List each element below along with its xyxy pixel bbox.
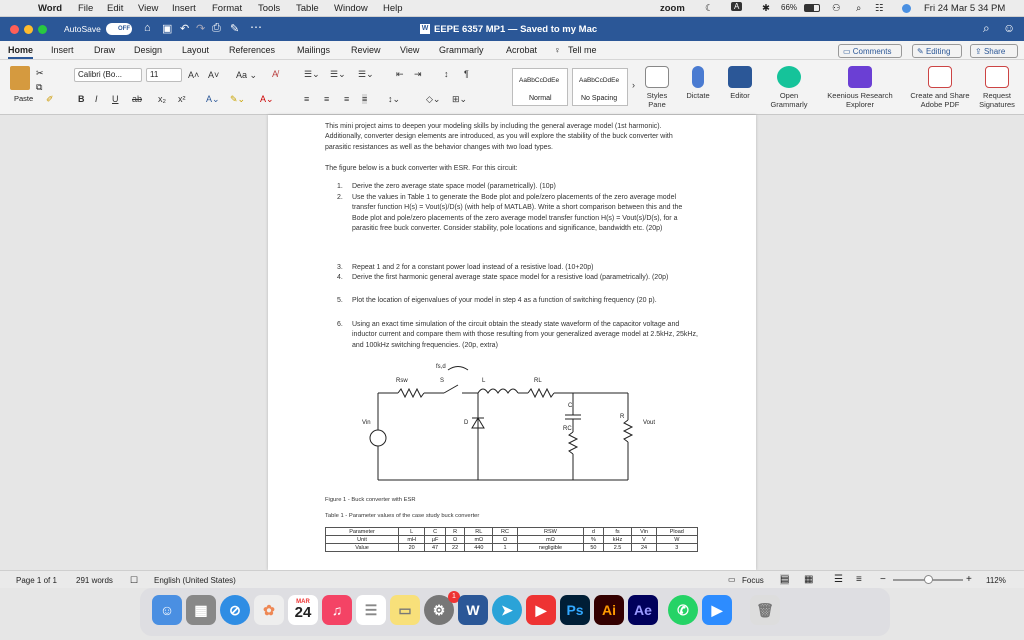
editing-button[interactable] (912, 44, 962, 58)
table-row (326, 544, 698, 552)
focus-icon[interactable]: ▭ (728, 575, 736, 584)
cut-icon[interactable]: ✂ (36, 68, 44, 78)
zoom-in-icon[interactable]: + (966, 574, 972, 585)
subscript-icon[interactable]: x₂ (158, 94, 166, 104)
notes-icon[interactable]: ▭ (390, 595, 420, 625)
styles-pane-button[interactable] (642, 66, 672, 109)
page-count[interactable]: Page 1 of 1 (16, 576, 57, 585)
word-count[interactable]: 291 words (76, 576, 113, 585)
buck-converter-circuit (358, 360, 678, 485)
share-icon: ⇪ (975, 47, 984, 56)
zoom-menu-extra[interactable]: zoom (660, 3, 685, 14)
after-effects-icon[interactable]: Ae (628, 595, 658, 625)
format-painter-icon[interactable]: ✐ (46, 94, 54, 104)
switch-arrow (448, 367, 468, 371)
siri-icon[interactable] (902, 4, 911, 13)
menu-view[interactable]: View (138, 3, 159, 14)
print-icon[interactable]: ⎙ (212, 22, 221, 34)
font-color-icon[interactable]: A⌄ (260, 94, 274, 104)
table-cell: Vin (632, 528, 656, 536)
zoom-level[interactable]: 112% (986, 576, 1006, 585)
parameter-table (325, 527, 698, 552)
tab-insert[interactable]: Insert (51, 45, 74, 55)
pencil-icon: ✎ (917, 47, 926, 56)
figure-caption: Figure 1 - Buck converter with ESR (325, 497, 416, 503)
table-cell: 50 (584, 544, 604, 552)
open-grammarly-button[interactable] (768, 66, 810, 109)
menu-help[interactable]: Help (383, 3, 403, 14)
strikethrough-icon[interactable]: ab (132, 94, 143, 104)
illustrator-icon[interactable]: Ai (594, 595, 624, 625)
list-item: 6. Using an exact time simulation of the circuit obtain the steady state waveform of the capacitor voltage and inductor current and compare them with those resulting from your generalized average model at 2.5kHz, 25kHz, and 100kHz switching frequencies. (20p, extra) (337, 321, 698, 349)
zoom-out-icon[interactable]: − (880, 574, 886, 585)
superscript-icon[interactable]: x² (178, 94, 186, 104)
calendar-day: 24 (294, 604, 312, 621)
bullets-icon[interactable]: ☰⌄ (304, 69, 320, 79)
table-cell: Pload (656, 528, 697, 536)
notification-badge: 1 (448, 591, 460, 603)
borders-icon[interactable]: ⊞⌄ (452, 94, 468, 104)
document-page[interactable] (268, 115, 756, 570)
table-cell: negligible (517, 544, 583, 552)
table-cell: R (445, 528, 465, 536)
reminders-icon[interactable]: ☰ (356, 595, 386, 625)
align-right-icon[interactable]: ≡ (344, 94, 350, 104)
table-cell: d (584, 528, 604, 536)
photoshop-icon[interactable]: Ps (560, 595, 590, 625)
align-center-icon[interactable]: ≡ (324, 94, 330, 104)
tab-mailings[interactable]: Mailings (297, 45, 331, 55)
text-effects-icon[interactable]: A⌄ (206, 94, 220, 104)
menu-edit[interactable]: Edit (107, 3, 124, 14)
load-label: R (620, 414, 625, 420)
editing-label: Editing (925, 47, 951, 56)
pdf-icon (928, 66, 952, 88)
edit-icon[interactable]: ✎ (230, 23, 240, 35)
rl-resistor (528, 389, 554, 397)
line-spacing-icon[interactable]: ↕⌄ (388, 94, 401, 104)
align-left-icon[interactable]: ≡ (304, 94, 310, 104)
table-row (326, 536, 698, 544)
menu-file[interactable]: File (78, 3, 94, 14)
macos-dock (140, 588, 890, 636)
menu-insert[interactable]: Insert (172, 3, 196, 14)
undo-icon[interactable]: ↶ (180, 23, 190, 35)
shrink-font-icon[interactable]: A˅ (208, 70, 220, 80)
style-no-spacing-label: No Spacing (581, 95, 618, 102)
keenious-label: Keenious Research Explorer (827, 91, 893, 109)
rc-label: RC (563, 426, 572, 432)
table-cell: fs (603, 528, 632, 536)
table-cell: 1 (493, 544, 518, 552)
styles-pane-icon (645, 66, 669, 88)
spotlight-icon[interactable]: ⌕ (856, 3, 862, 14)
launchpad-icon[interactable]: ▦ (186, 595, 216, 625)
style-no-spacing[interactable] (572, 68, 628, 106)
word-titlebar (0, 17, 1024, 41)
intro-paragraph: This mini project aims to deepen your modeling skills by including the general average model (1st harmonic). Additionally, converter design elements are introduced, as you will explore the stability of the buck converter with parasitic resistances as well as the behavior changes with two load types. (325, 123, 673, 151)
keenious-icon (848, 66, 872, 88)
table-row (326, 528, 698, 536)
menu-extra-icon[interactable]: ☷ (875, 3, 884, 14)
increase-indent-icon[interactable]: ⇥ (414, 69, 422, 79)
copy-icon[interactable]: ⧉ (36, 82, 43, 92)
style-normal-preview: AaBbCcDdEe (519, 77, 560, 84)
tab-draw[interactable]: Draw (94, 45, 116, 55)
list-item: 2. Use the values in Table 1 to generate the Bode plot and pole/zero placements of the zero average model transfer function H(s) = Vout(s)/D(s) (with help of MATLAB). Write a short comparison between this and the Bode plot and pole/zero placements of the zero average model transfer function H(s) = Vout(s)/D(s), for a parasitic free buck converter. Consider stability, pole locations and significance, bandwidth etc. (20p) (337, 194, 683, 233)
tab-acrobat[interactable]: Acrobat (506, 45, 538, 55)
numbering-icon[interactable]: ☰⌄ (330, 69, 346, 79)
list-item: 1. Derive the zero average state space model (parametrically). (10p) (337, 183, 556, 190)
font-size-select[interactable]: 11 (146, 68, 182, 82)
autosave-toggle[interactable]: OFF (106, 23, 132, 35)
table-cell: W (656, 536, 697, 544)
multilevel-list-icon[interactable]: ☰⌄ (358, 69, 374, 79)
clear-formatting-icon[interactable]: A̸ (272, 69, 279, 79)
table-cell: mH (399, 536, 425, 544)
table-cell: L (399, 528, 425, 536)
table-cell: µF (425, 536, 446, 544)
table-cell: 2.5 (603, 544, 632, 552)
focus-button[interactable]: Focus (742, 576, 764, 585)
paste-icon[interactable] (10, 66, 30, 90)
table-cell: 440 (465, 544, 493, 552)
justify-icon[interactable]: ≡ (362, 94, 368, 104)
lightbulb-icon: ♀ (554, 45, 561, 55)
draft-icon[interactable]: ≡ (856, 574, 862, 585)
zoom-app-icon[interactable]: ▶ (702, 595, 732, 625)
create-share-label: Create and Share Adobe PDF (910, 91, 970, 109)
ribbon-tabs (0, 41, 1024, 60)
create-share-pdf-button[interactable] (904, 66, 976, 109)
table-cell: 24 (632, 544, 656, 552)
search-icon[interactable]: ⌕ (983, 21, 990, 35)
trash-icon[interactable]: 🗑 (750, 595, 780, 625)
table-cell: 20 (399, 544, 425, 552)
switch-s (444, 385, 458, 393)
calendar-icon[interactable] (288, 595, 318, 625)
comments-button[interactable] (838, 44, 902, 58)
outline-icon[interactable]: ☰ (834, 574, 843, 585)
tab-design[interactable]: Design (134, 45, 163, 55)
telegram-icon[interactable]: ➤ (492, 595, 522, 625)
dictate-label: Dictate (686, 91, 710, 100)
list-item: 5. Plot the location of eigenvalues of your model in step 4 as a function of switching frequency (20 p). (337, 297, 657, 304)
music-icon[interactable]: ♫ (322, 595, 352, 625)
ribbon-home (0, 60, 1024, 115)
table-cell: RSW (517, 528, 583, 536)
grammarly-icon (777, 66, 801, 88)
close-window-button[interactable] (10, 25, 19, 34)
editor-button[interactable] (724, 66, 756, 100)
table-cell: RL (465, 528, 493, 536)
table-cell: V (632, 536, 656, 544)
styles-scroll-icon[interactable]: › (632, 80, 635, 90)
battery-percent: 66% (781, 3, 798, 12)
autosave-label: AutoSave (64, 24, 101, 34)
redo-icon[interactable]: ↷ (196, 23, 206, 35)
finder-icon[interactable]: ☺ (152, 595, 182, 625)
tab-layout[interactable]: Layout (182, 45, 210, 55)
zoom-slider-handle[interactable] (924, 575, 933, 584)
safari-icon[interactable]: ⊘ (220, 595, 250, 625)
table-cell: Value (326, 544, 399, 552)
table-cell: Ω (493, 536, 518, 544)
battery-icon[interactable] (804, 4, 820, 12)
menu-format[interactable]: Format (212, 3, 243, 14)
tab-view[interactable]: View (400, 45, 420, 55)
word-icon[interactable]: W (458, 595, 488, 625)
menu-window[interactable]: Window (334, 3, 368, 14)
whatsapp-icon[interactable]: ✆ (668, 595, 698, 625)
bluetooth-icon[interactable]: ✱ (762, 3, 770, 14)
comment-icon: ▭ (843, 47, 853, 56)
list-item: 4. Derive the first harmonic general average state space model for a resistive load (parametrically). (20p) (337, 274, 669, 281)
control-center-icon[interactable]: ⚇ (832, 3, 841, 14)
app-menu[interactable]: Word (38, 3, 63, 14)
more-commands-icon[interactable]: ⋯ (250, 20, 262, 34)
table-cell: Unit (326, 536, 399, 544)
fs-label: fs,d (436, 364, 446, 370)
minimize-window-button[interactable] (24, 25, 33, 34)
macos-menubar (0, 0, 1024, 17)
highlight-icon[interactable]: ✎⌄ (230, 94, 246, 104)
table-cell: % (584, 536, 604, 544)
language[interactable]: English (United States) (154, 576, 236, 585)
table-cell: Ω (445, 536, 465, 544)
table-cell: RC (493, 528, 518, 536)
request-signatures-button[interactable] (974, 66, 1020, 109)
rl-label: RL (534, 378, 542, 384)
rc-resistor (569, 432, 577, 454)
keenious-button[interactable] (824, 66, 896, 109)
status-bar (0, 570, 1024, 588)
table-cell: C (425, 528, 446, 536)
document-title[interactable]: EEPE 6357 MP1 — Saved to my Mac (434, 24, 598, 35)
calendar-month: MAR (296, 599, 310, 605)
grammarly-label: Open Grammarly (770, 91, 808, 109)
list-item: 3. Repeat 1 and 2 for a constant power load instead of a resistive load. (10+20p) (337, 264, 594, 271)
system-settings-icon[interactable]: ⚙ (424, 595, 454, 625)
inductor-l (478, 389, 518, 393)
dictate-button[interactable] (682, 66, 714, 100)
tab-review[interactable]: Review (351, 45, 381, 55)
signature-icon (985, 66, 1009, 88)
tab-references[interactable]: References (229, 45, 276, 55)
request-signatures-label: Request Signatures (979, 91, 1015, 109)
table-caption: Table 1 - Parameter values of the case study buck converter (325, 513, 480, 519)
table-cell: Parameter (326, 528, 399, 536)
sort-icon[interactable]: ↕ (444, 69, 449, 79)
tell-me[interactable]: Tell me (568, 45, 597, 55)
save-icon[interactable]: ▣ (162, 23, 173, 35)
photos-icon[interactable]: ✿ (254, 595, 284, 625)
home-icon[interactable]: ⌂ (144, 22, 151, 34)
table-cell: 3 (656, 544, 697, 552)
moon-icon[interactable]: ☾ (705, 3, 714, 14)
style-normal-label: Normal (529, 95, 552, 102)
vin-label: Vin (362, 420, 371, 426)
switch-label: S (440, 378, 445, 384)
table-cell: mΩ (465, 536, 493, 544)
table-cell: mΩ (517, 536, 583, 544)
rsw-label: Rsw (396, 378, 408, 384)
figure-intro: The figure below is a buck converter with ESR. For this circuit: (325, 165, 518, 172)
menu-table[interactable]: Table (296, 3, 319, 14)
italic-icon[interactable]: I (95, 94, 98, 104)
print-layout-icon[interactable]: ▤ (780, 574, 790, 585)
acrobat-icon[interactable]: ▶ (526, 595, 556, 625)
style-no-spacing-preview: AaBbCcDdEe (579, 77, 620, 84)
table-cell: 22 (445, 544, 465, 552)
load-resistor (624, 420, 632, 442)
tab-home[interactable]: Home (8, 45, 33, 59)
diode-label: D (464, 420, 469, 426)
comments-label: Comments (852, 47, 892, 56)
pilcrow-icon[interactable]: ¶ (464, 69, 469, 79)
rsw-resistor (398, 389, 424, 397)
styles-pane-label: Styles Pane (646, 91, 668, 109)
zoom-window-button[interactable] (38, 25, 47, 34)
voltage-source (370, 430, 386, 446)
clock[interactable]: Fri 24 Mar 5 34 PM (924, 3, 1006, 14)
proofing-icon[interactable]: ☐ (130, 575, 139, 585)
font-name-select[interactable]: Calibri (Bo... (74, 68, 142, 82)
capacitor-label: C (568, 403, 573, 409)
bold-icon[interactable]: B (78, 94, 85, 104)
style-normal[interactable] (512, 68, 568, 106)
underline-icon[interactable]: U (112, 94, 119, 104)
paste-label[interactable]: Paste (14, 94, 34, 103)
shading-icon[interactable]: ◇⌄ (426, 94, 441, 104)
grow-font-icon[interactable]: A˄ (188, 70, 200, 80)
table-cell: 47 (425, 544, 446, 552)
input-source-badge[interactable]: A (731, 2, 742, 11)
editor-label: Editor (730, 91, 750, 100)
table-cell: kHz (603, 536, 632, 544)
editor-icon (728, 66, 752, 88)
vout-label: Vout (643, 420, 656, 426)
share-label: Share (983, 47, 1006, 56)
decrease-indent-icon[interactable]: ⇤ (396, 69, 404, 79)
change-case-icon[interactable]: Aa ⌄ (236, 70, 258, 80)
tab-grammarly[interactable]: Grammarly (439, 45, 484, 55)
account-icon[interactable]: ☺ (1003, 21, 1016, 35)
microphone-icon (692, 66, 704, 88)
menu-tools[interactable]: Tools (258, 3, 281, 14)
share-button[interactable] (970, 44, 1018, 58)
inductor-label: L (482, 378, 486, 384)
word-doc-icon: W (421, 25, 429, 32)
web-layout-icon[interactable]: ▦ (804, 574, 814, 585)
